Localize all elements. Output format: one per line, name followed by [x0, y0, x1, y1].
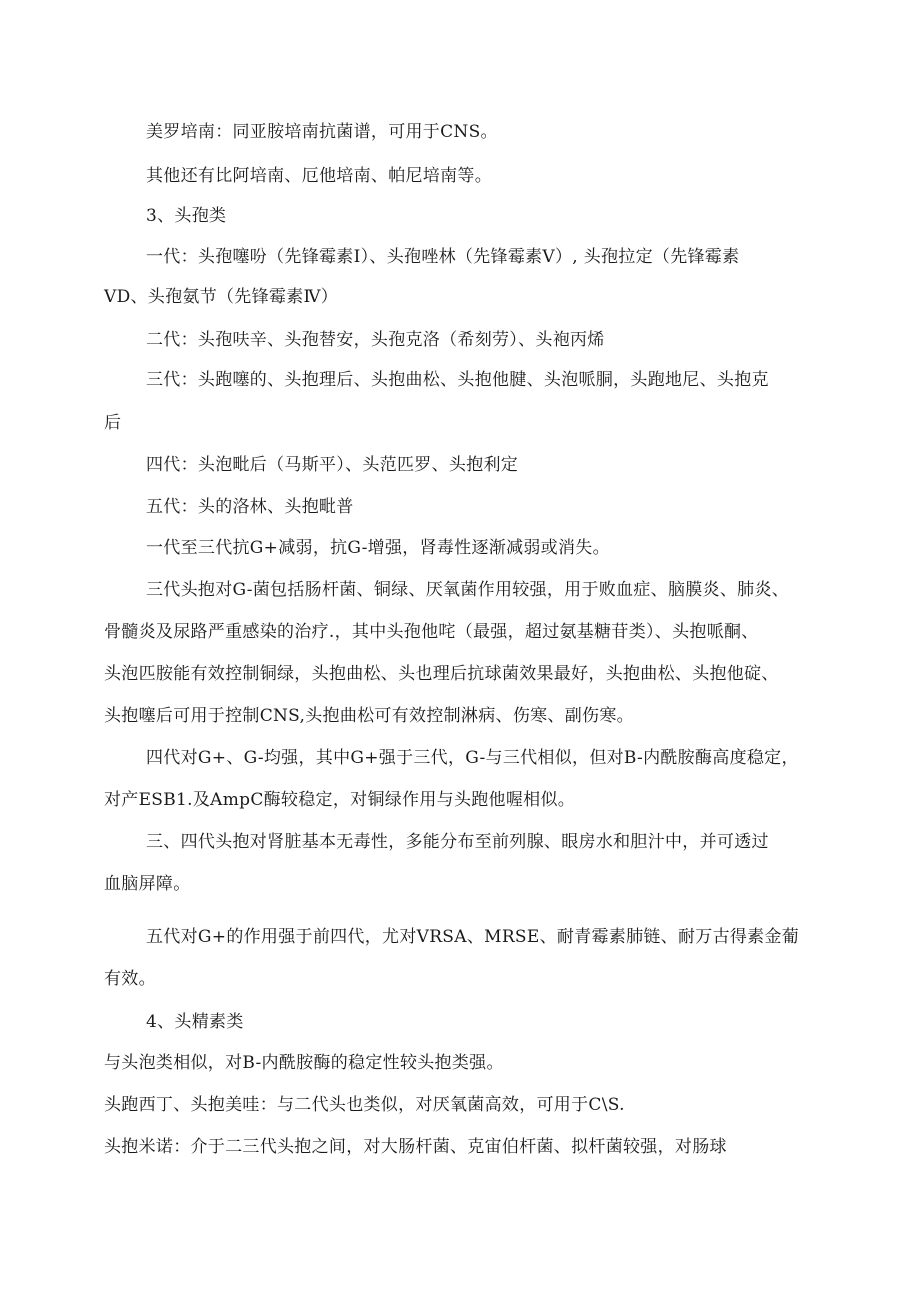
text-line: 三代头抱对G-菌包括肠杆菌、铜绿、厌氧菌作用较强，用于败血症、脑膜炎、肺炎、: [146, 580, 790, 600]
text-line: 一代：头孢噻吩（先锋霉素Ⅰ）、头孢唑林（先锋霉素Ⅴ）, 头孢拉定（先锋霉素: [146, 247, 740, 267]
text-line: 四代对G+、G-均强，其中G+强于三代，G-与三代相似，但对B-内酰胺酶高度稳定，: [146, 748, 799, 768]
text-line: 头抱噻后可用于控制CNS,头抱曲松可有效控制淋病、伤寒、副伤寒。: [104, 706, 634, 726]
text-line: 一代至三代抗G+减弱，抗G-增强，肾毒性逐渐减弱或消失。: [146, 538, 610, 558]
text-line: 骨髓炎及尿路严重感染的治疗.，其中头孢他咤（最强，超过氨基糖苷类）、头抱哌酮、: [104, 622, 759, 642]
text-line: 与头泡类相似，对B-内酰胺酶的稳定性较头抱类强。: [104, 1053, 504, 1073]
text-line: 头抱米诺：介于二三代头抱之间，对大肠杆菌、克宙伯杆菌、拟杆菌较强，对肠球: [104, 1137, 727, 1157]
text-line: 头泡匹胺能有效控制铜绿，头抱曲松、头也理后抗球菌效果最好，头抱曲松、头抱他碇、: [104, 664, 779, 684]
text-line: 血脑屏障。: [104, 874, 191, 894]
text-line: 五代对G+的作用强于前四代，尤对VRSA、MRSE、耐青霉素肺链、耐万古得素金葡: [146, 927, 800, 947]
text-line: 头跑西丁、头抱美哇：与二代头也类似，对厌氧菌高效，可用于C\S.: [104, 1095, 625, 1115]
text-line: 有效。: [104, 969, 156, 989]
text-line: VD、头孢氨节（先锋霉素Ⅳ）: [104, 287, 339, 307]
text-line: 五代：头的洛林、头抱毗普: [146, 497, 354, 517]
text-line: 三代：头跑噻的、头抱理后、头抱曲松、头抱他腱、头泡哌胴，头跑地尼、头抱克: [146, 370, 769, 390]
section-heading: 3、头孢类: [146, 206, 227, 226]
text-line: 二代：头孢呋辛、头孢替安，头孢克洛（希刻劳）、头袍丙烯: [146, 330, 605, 350]
text-line: 对产ESB1.及AmpC酶较稳定，对铜绿作用与头跑他喔相似。: [104, 790, 576, 810]
text-line: 三、四代头抱对肾脏基本无毒性，多能分布至前列腺、眼房水和胆汁中，并可透过: [146, 832, 769, 852]
text-line: 后: [104, 413, 122, 433]
text-line: 四代：头泡毗后（马斯平）、头范匹罗、头抱利定: [146, 455, 519, 475]
section-heading: 4、头精素类: [146, 1012, 244, 1032]
text-line: 其他还有比阿培南、厄他培南、帕尼培南等。: [146, 166, 492, 186]
text-line: 美罗培南：同亚胺培南抗菌谱，可用于CNS。: [146, 122, 498, 142]
